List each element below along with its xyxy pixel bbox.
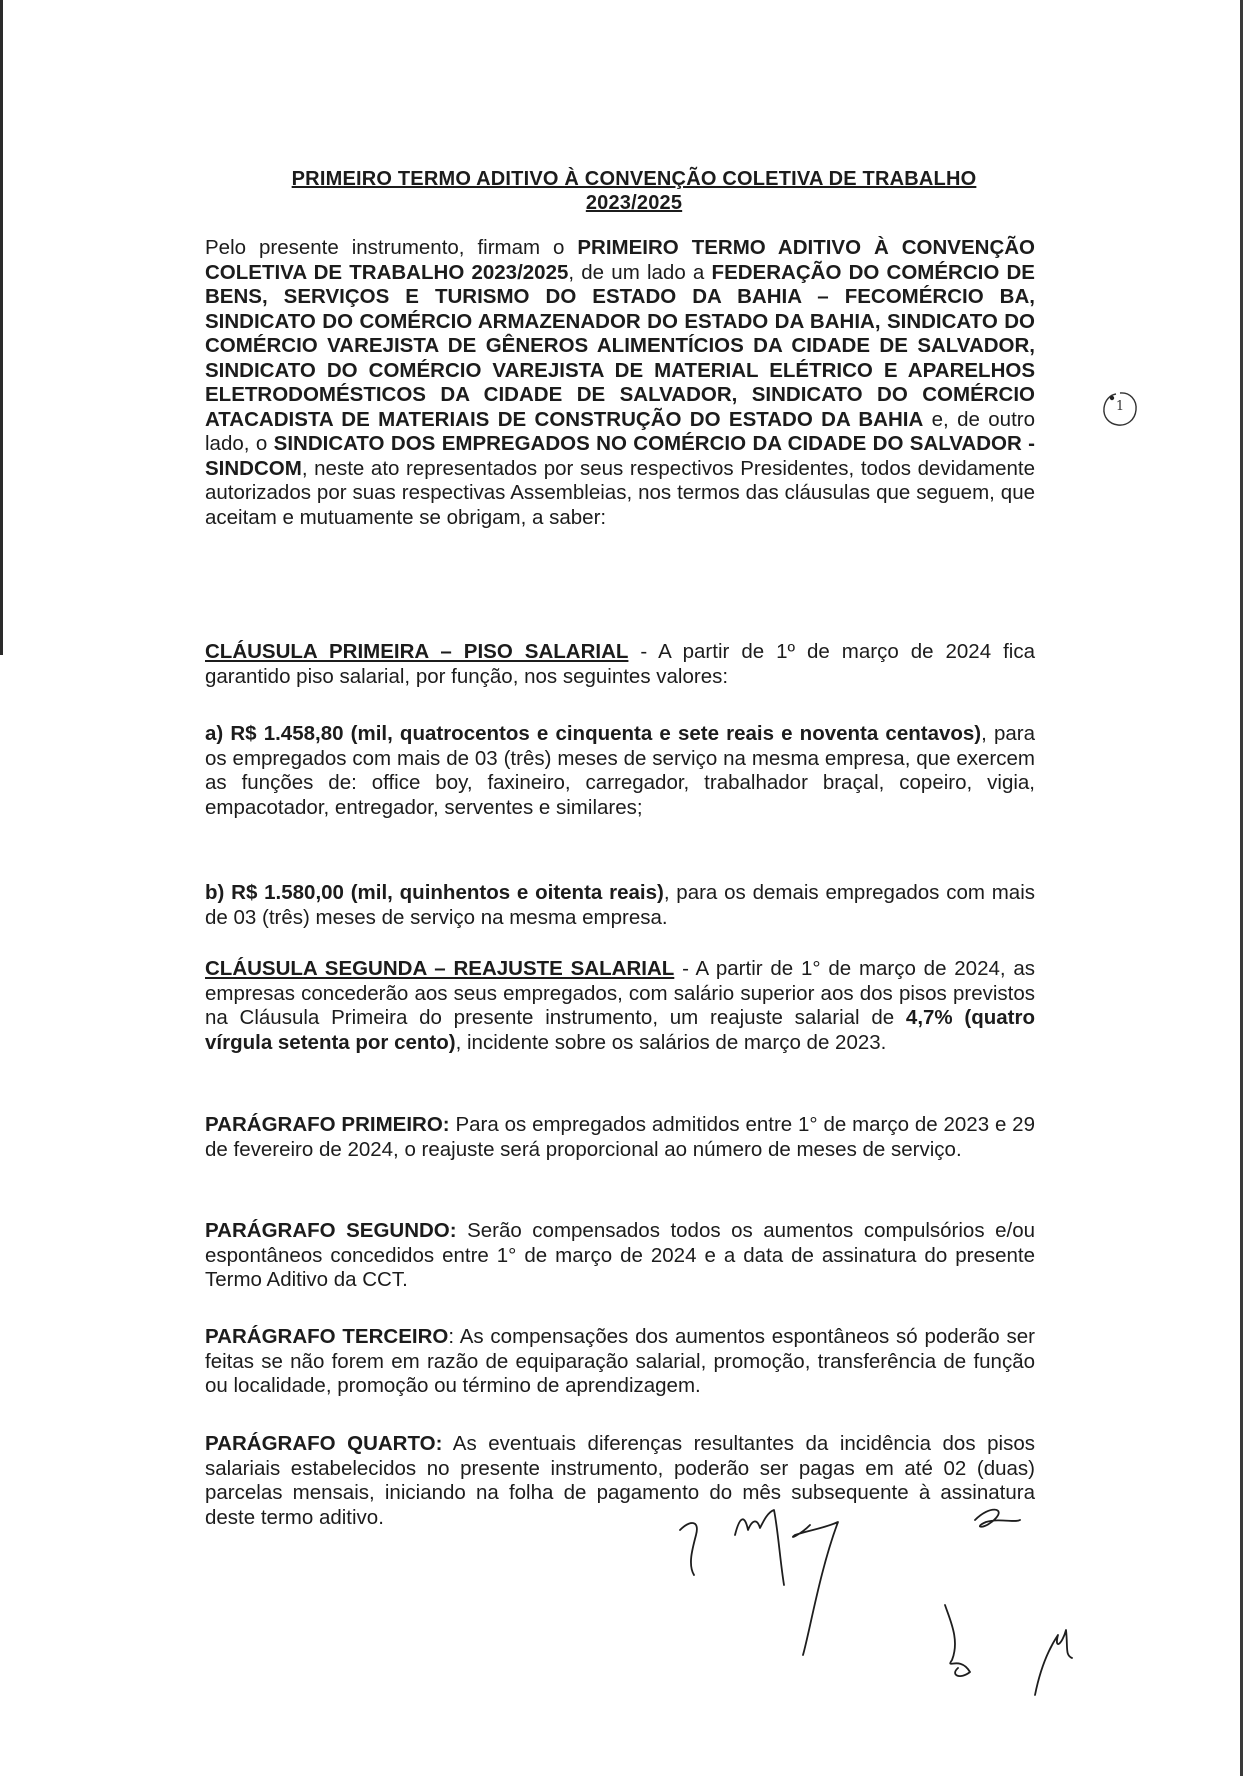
clausula-segunda bbox=[205, 957, 1035, 1055]
page-number: 1 bbox=[1115, 399, 1125, 414]
scan-edge-left bbox=[0, 0, 3, 655]
paragrafo-terceiro bbox=[205, 1325, 1035, 1399]
item-a bbox=[205, 722, 1035, 820]
intro-union: SINDICATO DOS EMPREGADOS NO COMÉRCIO DA CIDADE DO SALVADOR - SINDCOM bbox=[205, 432, 1035, 480]
paragrafo-terceiro-text: : As compensações dos aumentos espontâneos só poderão ser feitas se não forem em razão de equiparação salarial, promoção, transferência de função ou localidade, promoção ou término de aprendizagem. bbox=[205, 1325, 1035, 1397]
intro-bold-1: PRIMEIRO TERMO ADITIVO À CONVENÇÃO COLETIVA DE TRABALHO 2023/2025 bbox=[205, 236, 1035, 284]
clausula-segunda-text-1: - A partir de 1° de março de 2024, as empresas concederão aos seus empregados, com salário superior aos dos pisos previstos na Cláusula Primeira do presente instrumento, um reajuste salarial de bbox=[205, 957, 1036, 1029]
clausula-segunda-percent: 4,7% (quatro vírgula setenta por cento) bbox=[205, 1006, 1035, 1054]
paragrafo-primeiro-text: Para os empregados admitidos entre 1° de março de 2023 e 29 de fevereiro de 2024, o reajuste será proporcional ao número de meses de serviço. bbox=[205, 1113, 1035, 1161]
clausula-primeira-text: - A partir de 1º de março de 2024 fica garantido piso salarial, por função, nos seguintes valores: bbox=[205, 640, 1036, 688]
paragrafo-quarto-text: As eventuais diferenças resultantes da incidência dos pisos salariais estabelecidos no presente instrumento, poderão ser pagas em até 02 (duas) parcelas mensais, iniciando na folha de pagamento do mês subsequente à assinatura deste termo aditivo. bbox=[205, 1432, 1035, 1529]
item-b-value: b) R$ 1.580,00 (mil, quinhentos e oitenta reais) bbox=[205, 881, 664, 904]
paragrafo-primeiro-label: PARÁGRAFO PRIMEIRO: bbox=[205, 1113, 450, 1136]
paragrafo-quarto-label: PARÁGRAFO QUARTO: bbox=[205, 1432, 443, 1455]
document-title-years: 2023/2025 bbox=[585, 192, 683, 214]
paragrafo-segundo-text: Serão compensados todos os aumentos compulsórios e/ou espontâneos concedidos entre 1° de março de 2024 e a data de assinatura do presente Termo Aditivo da CCT. bbox=[205, 1219, 1035, 1291]
intro-text-3: e, de outro lado, o bbox=[205, 407, 1035, 455]
signature-4 bbox=[975, 1510, 1020, 1527]
signature-1 bbox=[680, 1523, 697, 1575]
clausula-segunda-text-2: , incidente sobre os salários de março de 2023. bbox=[455, 1030, 887, 1054]
paragrafo-primeiro bbox=[205, 1113, 1035, 1162]
signature-3 bbox=[793, 1522, 838, 1655]
signatures bbox=[660, 1490, 1130, 1770]
clausula-segunda-heading: CLÁUSULA SEGUNDA – REAJUSTE SALARIAL bbox=[205, 957, 675, 980]
signature-2 bbox=[735, 1510, 784, 1585]
item-a-text: , para os empregados com mais de 03 (três) meses de serviço na mesma empresa, que exercem as funções de: office boy, faxineiro, carregador, trabalhador braçal, copeiro, vigia, empacotador, entregador, serventes e similares; bbox=[205, 722, 1036, 819]
document-title: PRIMEIRO TERMO ADITIVO À CONVENÇÃO COLETIVA DE TRABALHO bbox=[291, 168, 977, 190]
intro-paragraph bbox=[205, 236, 1035, 530]
clausula-primeira-heading: CLÁUSULA PRIMEIRA – PISO SALARIAL bbox=[205, 640, 629, 663]
intro-text-2: , de um lado a bbox=[568, 260, 712, 284]
intro-text-1: Pelo presente instrumento, firmam o bbox=[205, 236, 578, 259]
paragrafo-segundo bbox=[205, 1219, 1035, 1293]
intro-parties: FEDERAÇÃO DO COMÉRCIO DE BENS, SERVIÇOS E TURISMO DO ESTADO DA BAHIA – FECOMÉRCIO BA, SINDICATO DO COMÉRCIO ARMAZENADOR DO ESTADO DA BAHIA, SINDICATO DO COMÉRCIO VAREJISTA DE GÊNEROS ALIMENTÍCIOS DA CIDADE DE SALVADOR, SINDICATO DO COMÉRCIO VAREJISTA DE MATERIAL ELÉTRICO E APARELHOS ELETRODOMÉSTICOS DA CIDADE DE SALVADOR, SINDICATO DO COMÉRCIO ATACADISTA DE MATERIAIS DE CONSTRUÇÃO DO ESTADO DA BAHIA bbox=[205, 260, 1035, 431]
item-b-text: , para os demais empregados com mais de 03 (três) meses de serviço na mesma empresa. bbox=[205, 881, 1036, 929]
paragrafo-terceiro-label: PARÁGRAFO TERCEIRO bbox=[205, 1325, 449, 1348]
signature-6 bbox=[1035, 1630, 1072, 1695]
item-b bbox=[205, 881, 1035, 930]
intro-text-4: , neste ato representados por seus respectivos Presidentes, todos devidamente autorizados por suas respectivas Assembleias, nos termos das cláusulas que seguem, que aceitam e mutuamente se obrigam, a saber: bbox=[205, 456, 1035, 529]
signature-5 bbox=[945, 1605, 970, 1676]
clausula-primeira bbox=[205, 640, 1035, 689]
item-a-value: a) R$ 1.458,80 (mil, quatrocentos e cinquenta e sete reais e noventa centavos) bbox=[205, 722, 982, 745]
paragrafo-segundo-label: PARÁGRAFO SEGUNDO: bbox=[205, 1219, 457, 1242]
page-number-mark bbox=[1100, 389, 1140, 429]
